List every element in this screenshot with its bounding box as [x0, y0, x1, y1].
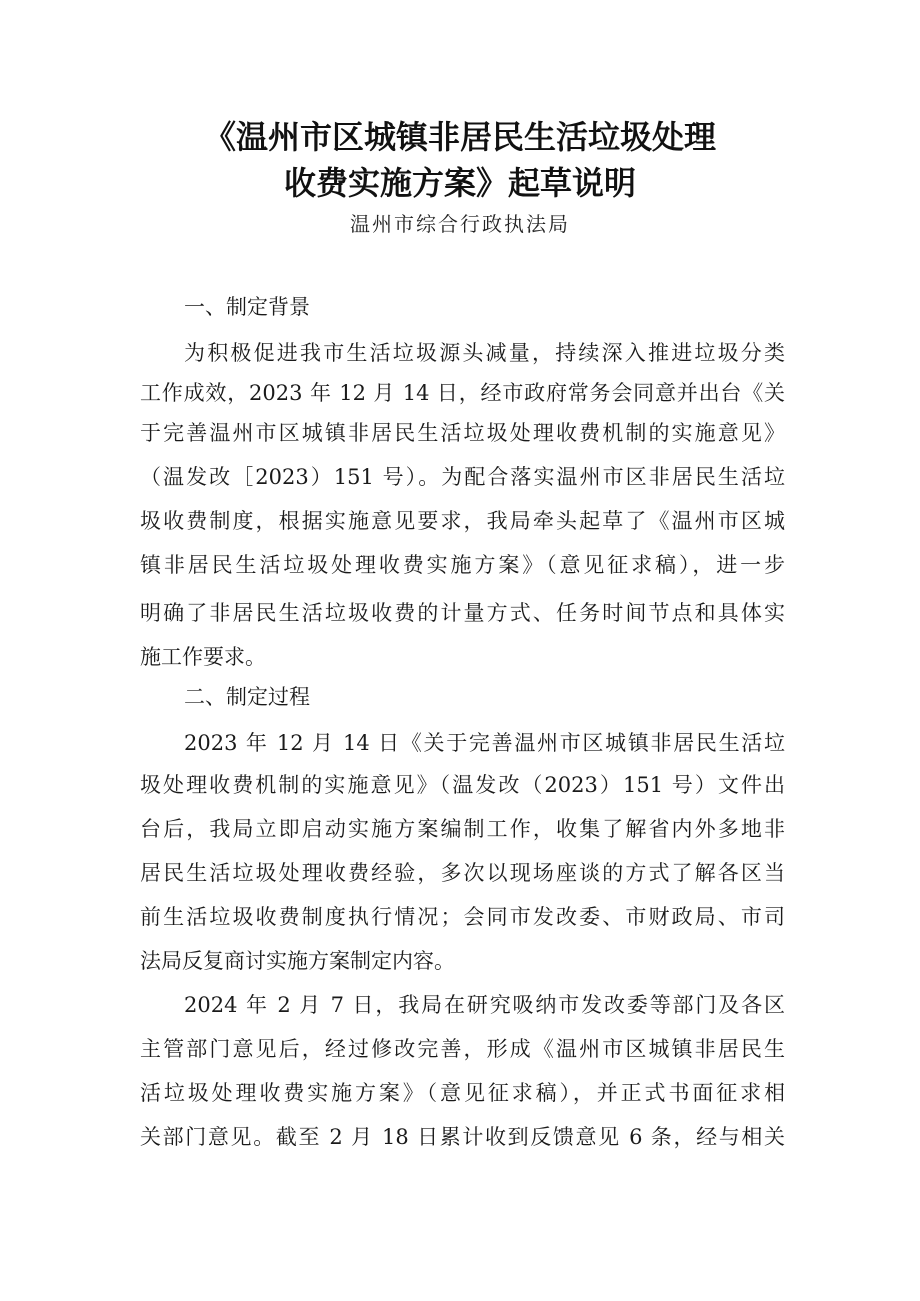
paragraph-line: 主管部门意见后，经过修改完善，形成《温州市区城镇非居民生 [140, 1037, 785, 1061]
paragraph-line: 圾收费制度，根据实施意见要求，我局牵头起草了《温州市区城 [140, 509, 785, 533]
document-title-line-1: 《温州市区城镇非居民生活垃圾处理 [203, 118, 716, 156]
paragraph-line: 于完善温州市区城镇非居民生活垃圾处理收费机制的实施意见》 [140, 421, 785, 445]
paragraph-line: 明确了非居民生活垃圾收费的计量方式、任务时间节点和具体实 [140, 601, 785, 625]
paragraph-line: 圾处理收费机制的实施意见》（温发改（2023）151 号）文件出 [140, 773, 785, 797]
document-title-line-2: 收费实施方案》起草说明 [283, 164, 636, 202]
paragraph-line: 居民生活垃圾处理收费经验，多次以现场座谈的方式了解各区当 [140, 861, 785, 885]
document-author: 温州市综合行政执法局 [350, 212, 570, 236]
paragraph-line: 为积极促进我市生活垃圾源头减量，持续深入推进垃圾分类 [184, 341, 785, 365]
paragraph-line: 前生活垃圾收费制度执行情况；会同市发改委、市财政局、市司 [140, 905, 785, 929]
paragraph-line: 镇非居民生活垃圾处理收费实施方案》（意见征求稿），进一步 [140, 553, 785, 577]
paragraph-line: 施工作要求。 [140, 645, 266, 669]
section-heading-background: 一、制定背景 [184, 295, 310, 319]
paragraph-line: （温发改［2023）151 号）。为配合落实温州市区非居民生活垃 [140, 465, 785, 489]
paragraph-line: 2024 年 2 月 7 日，我局在研究吸纳市发改委等部门及各区 [184, 993, 785, 1017]
paragraph-line: 台后，我局立即启动实施方案编制工作，收集了解省内外多地非 [140, 817, 785, 841]
paragraph-line: 法局反复商讨实施方案制定内容。 [140, 949, 455, 973]
paragraph-line: 2023 年 12 月 14 日《关于完善温州市区城镇非居民生活垃 [184, 731, 785, 755]
section-heading-process: 二、制定过程 [184, 685, 310, 709]
paragraph-line: 活垃圾处理收费实施方案》（意见征求稿），并正式书面征求相 [140, 1081, 785, 1105]
paragraph-line: 工作成效，2023 年 12 月 14 日，经市政府常务会同意并出台《关 [140, 381, 785, 405]
paragraph-line: 关部门意见。截至 2 月 18 日累计收到反馈意见 6 条，经与相关 [140, 1125, 785, 1149]
